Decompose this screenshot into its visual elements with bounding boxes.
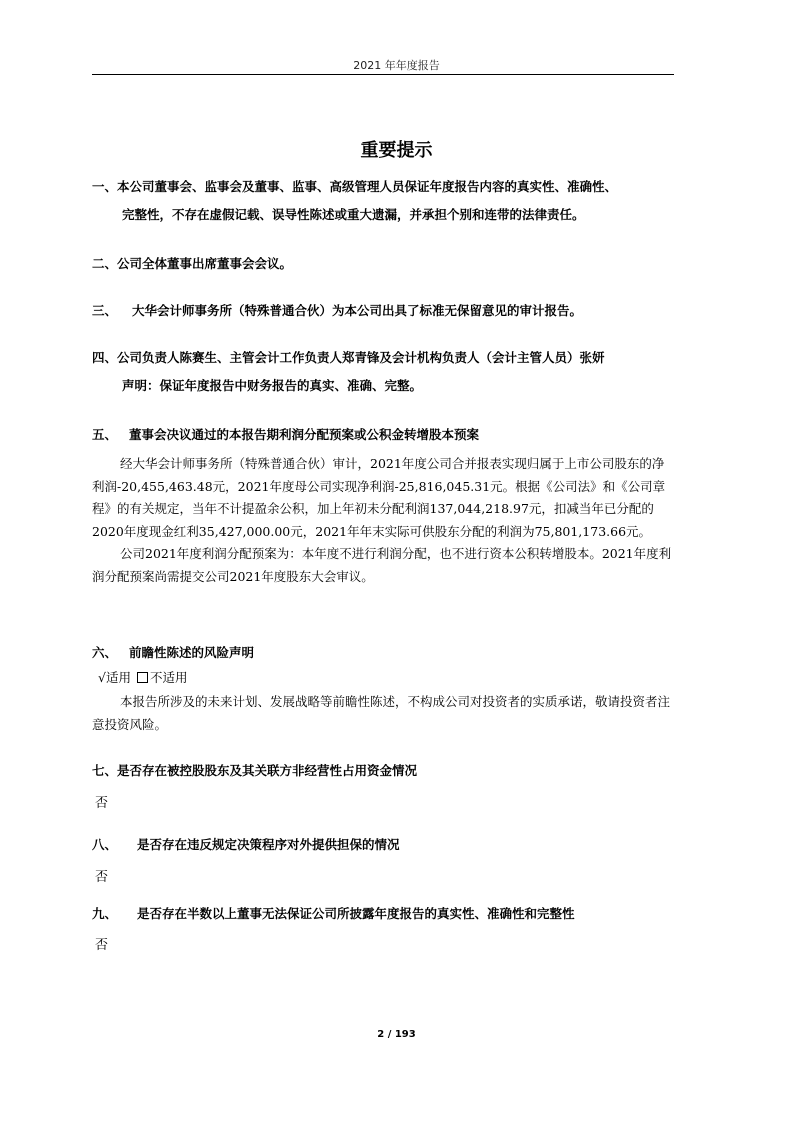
section-7-title: 是否存在被控股股东及其关联方非经营性占用资金情况 [117, 763, 418, 778]
section-3-text: 大华会计师事务所（特殊普通合伙）为本公司出具了标准无保留意见的审计报告。 [132, 303, 583, 318]
section-1-line1: 本公司董事会、监事会及董事、监事、高级管理人员保证年度报告内容的真实性、准确性、 [117, 179, 618, 194]
section-1-line2: 完整性，不存在虚假记载、误导性陈述或重大遗漏，并承担个别和连带的法律责任。 [122, 207, 585, 222]
not-applicable-label: 不适用 [149, 670, 188, 685]
section-5-title: 董事会决议通过的本报告期利润分配预案或公积金转增股本预案 [129, 427, 480, 442]
section-9-number: 九、 [92, 906, 118, 921]
section-9-answer: 否 [95, 938, 109, 953]
section-6-number: 六、 [92, 645, 118, 660]
section-5-body [92, 453, 674, 588]
section-5-paragraph-2: 公司2021年度利润分配预案为：本年度不进行利润分配，也不进行资本公积转增股本。2021年度利润分配预案尚需提交公司2021年度股东大会审议。 [92, 546, 672, 584]
section-5-number: 五、 [92, 427, 118, 442]
section-9-heading [92, 900, 575, 928]
section-8-title: 是否存在违反规定决策程序对外提供担保的情况 [137, 837, 400, 852]
section-2-text: 公司全体董事出席董事会会议。 [117, 256, 293, 271]
section-8-answer: 否 [95, 870, 109, 885]
page-title: 重要提示 [360, 140, 433, 161]
section-5-paragraph-1: 经大华会计师事务所（特殊普通合伙）审计，2021年度公司合并报表实现归属于上市公司股东的净利润-20,455,463.48元，2021年度母公司实现净利润-25,816,045.31元。根据《公司法》和《公司章程》的有关规定，当年不计提盈余公积，加上年初未分配利润137,044,218.97元，扣减当年已分配的2020年度现金红利35,427,000.00元，2021年年末实际可供股东分配的利润为75,801,173.66元。 [92, 456, 666, 539]
section-6-body [92, 691, 674, 736]
section-6-heading [92, 639, 254, 667]
section-8-heading [92, 831, 400, 859]
section-3 [92, 297, 582, 325]
section-2 [92, 250, 292, 278]
section-6-title: 前瞻性陈述的风险声明 [129, 645, 255, 660]
section-7-answer: 否 [95, 796, 109, 811]
page-number: 2 / 193 [377, 1029, 416, 1040]
section-1-number: 一、 [92, 179, 118, 194]
section-2-number: 二、 [92, 256, 118, 271]
section-5-heading [92, 421, 479, 449]
section-4 [92, 344, 605, 400]
section-3-number: 三、 [92, 303, 118, 318]
section-4-number: 四、 [92, 350, 118, 365]
section-8-number: 八、 [92, 837, 118, 852]
applicability-options [98, 668, 187, 686]
section-4-line1: 公司负责人陈赛生、主管会计工作负责人郑青锋及会计机构负责人（会计主管人员）张妍 [117, 350, 605, 365]
section-9-title: 是否存在半数以上董事无法保证公司所披露年度报告的真实性、准确性和完整性 [137, 906, 575, 921]
section-4-line2: 声明：保证年度报告中财务报告的真实、准确、完整。 [122, 378, 423, 393]
report-header-title: 2021 年年度报告 [353, 59, 440, 72]
applicable-label: √适用 [98, 670, 131, 685]
checkbox-icon [137, 672, 148, 683]
section-6-paragraph: 本报告所涉及的未来计划、发展战略等前瞻性陈述，不构成公司对投资者的实质承诺，敬请投资者注意投资风险。 [92, 694, 671, 732]
section-1 [92, 173, 617, 229]
section-7-heading [92, 757, 417, 785]
header-divider [92, 74, 674, 75]
section-7-number: 七、 [92, 763, 118, 778]
